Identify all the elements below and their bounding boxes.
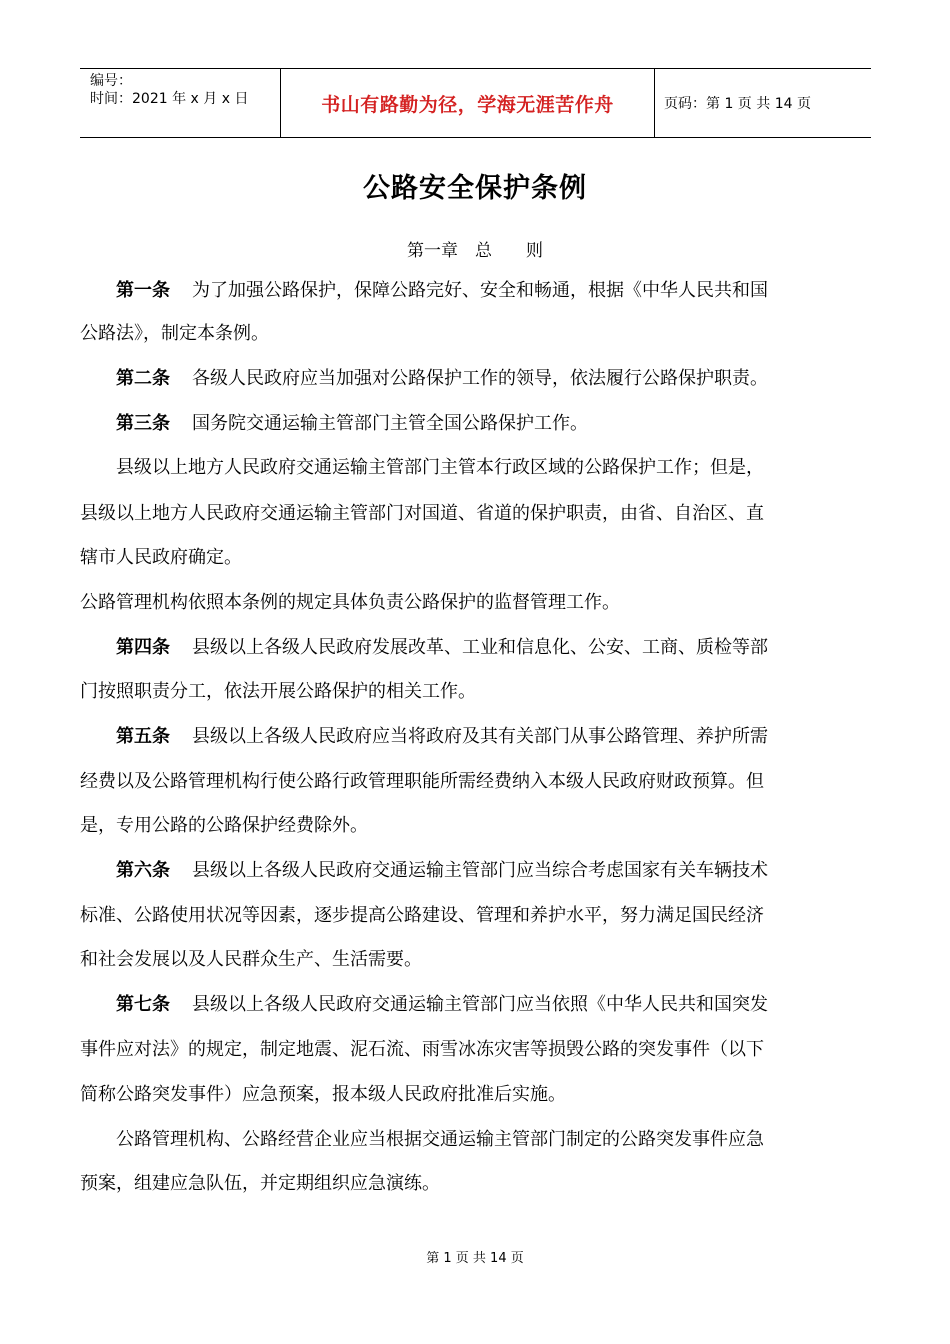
page-info: 页码：第 1 页 共 14 页: [664, 96, 811, 112]
header-info-cell: [80, 69, 281, 137]
body-line: [80, 1172, 440, 1196]
article-number: 第一条: [116, 280, 170, 301]
line-text: 县级以上地方人民政府交通运输主管部门主管本行政区域的公路保护工作；但是，: [116, 457, 764, 478]
body-line: [116, 725, 768, 749]
motto: 书山有路勤为径，学海无涯苦作舟: [281, 69, 655, 137]
line-text: 标准、公路使用状况等因素，逐步提高公路建设、管理和养护水平，努力满足国民经济: [80, 905, 764, 926]
body-line: [116, 1128, 764, 1152]
line-text: 县级以上各级人民政府交通运输主管部门应当综合考虑国家有关车辆技术: [192, 860, 768, 881]
time-label: 时间：2021 年 x 月 x 日: [90, 91, 249, 107]
line-text: 公路管理机构、公路经营企业应当根据交通运输主管部门制定的公路突发事件应急: [116, 1129, 764, 1150]
serial-label: 编号：: [90, 73, 132, 89]
body-line: [80, 591, 620, 615]
article-number: 第七条: [116, 994, 170, 1015]
body-line: [80, 814, 368, 838]
body-line: [116, 412, 588, 436]
body-line: [80, 546, 242, 570]
article-number: 第六条: [116, 860, 170, 881]
line-text: 国务院交通运输主管部门主管全国公路保护工作。: [192, 413, 588, 434]
line-text: 县级以上各级人民政府应当将政府及其有关部门从事公路管理、养护所需: [192, 726, 768, 747]
line-text: 和社会发展以及人民群众生产、生活需要。: [80, 949, 422, 970]
body-line: [116, 993, 768, 1017]
article-number: 第三条: [116, 413, 170, 434]
line-text: 县级以上地方人民政府交通运输主管部门对国道、省道的保护职责，由省、自治区、直: [80, 503, 764, 524]
body-line: [116, 636, 768, 660]
body-line: [116, 367, 768, 391]
line-text: 为了加强公路保护，保障公路完好、安全和畅通，根据《中华人民共和国: [192, 280, 768, 301]
line-text: 公路管理机构依照本条例的规定具体负责公路保护的监督管理工作。: [80, 592, 620, 613]
body-line: [80, 770, 764, 794]
body-line: [116, 859, 768, 883]
body-line: [116, 456, 764, 480]
page-footer: 第 1 页 共 14 页: [426, 1251, 524, 1266]
body-line: [80, 1038, 764, 1062]
line-text: 辖市人民政府确定。: [80, 547, 242, 568]
header-table: [80, 68, 871, 138]
line-text: 预案，组建应急队伍，并定期组织应急演练。: [80, 1173, 440, 1194]
line-text: 门按照职责分工，依法开展公路保护的相关工作。: [80, 681, 476, 702]
body-line: [116, 279, 768, 303]
line-text: 各级人民政府应当加强对公路保护工作的领导，依法履行公路保护职责。: [192, 368, 768, 389]
body-line: [80, 322, 269, 346]
article-number: 第五条: [116, 726, 170, 747]
line-text: 事件应对法》的规定，制定地震、泥石流、雨雪冰冻灾害等损毁公路的突发事件（以下: [80, 1039, 764, 1060]
body-line: [80, 1083, 566, 1107]
article-number: 第四条: [116, 637, 170, 658]
line-text: 经费以及公路管理机构行使公路行政管理职能所需经费纳入本级人民政府财政预算。但: [80, 771, 764, 792]
line-text: 县级以上各级人民政府发展改革、工业和信息化、公安、工商、质检等部: [192, 637, 768, 658]
line-text: 是，专用公路的公路保护经费除外。: [80, 815, 368, 836]
body-line: [80, 904, 764, 928]
article-number: 第二条: [116, 368, 170, 389]
body-line: [80, 680, 476, 704]
line-text: 县级以上各级人民政府交通运输主管部门应当依照《中华人民共和国突发: [192, 994, 768, 1015]
body-line: [80, 948, 422, 972]
line-text: 简称公路突发事件）应急预案，报本级人民政府批准后实施。: [80, 1084, 566, 1105]
chapter-heading: 第一章 总 则: [407, 241, 543, 261]
body-line: [80, 502, 764, 526]
line-text: 公路法》，制定本条例。: [80, 323, 269, 344]
document-title: 公路安全保护条例: [363, 173, 587, 204]
